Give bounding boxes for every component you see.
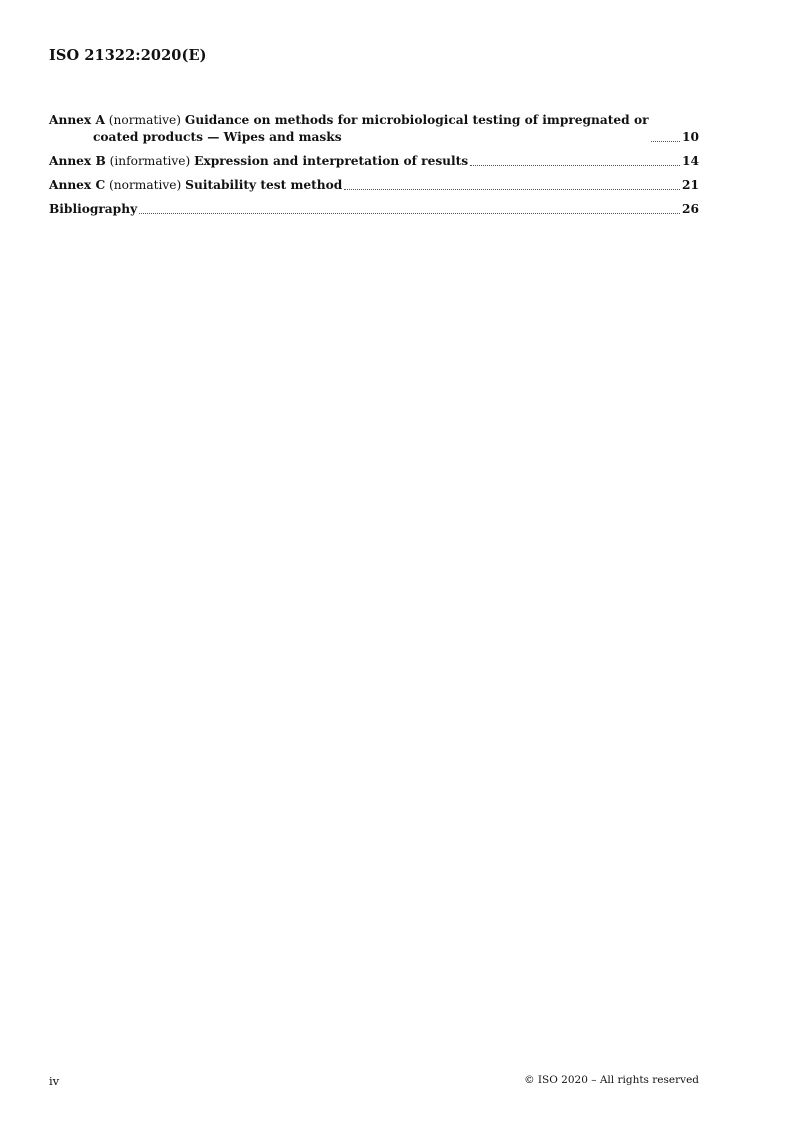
toc-entry-text — [49, 201, 137, 218]
table-of-contents — [49, 112, 699, 225]
annex-title: Expression and interpretation of results — [194, 154, 469, 168]
annex-title-line-2: coated products — Wipes and masks — [93, 130, 342, 144]
annex-title-line-1: Guidance on methods for microbiological testing of impregnated or — [184, 113, 649, 127]
toc-entry-annex-a[interactable] — [49, 112, 699, 146]
dot-leader — [470, 165, 680, 166]
annex-type: (normative) — [109, 178, 182, 192]
bibliography-title: Bibliography — [49, 202, 138, 216]
document-identifier: ISO 21322:2020(E) — [49, 47, 207, 64]
footer-page-number: iv — [49, 1074, 60, 1088]
toc-entry-text — [49, 112, 649, 146]
toc-entry-text — [49, 153, 468, 170]
page-number: 21 — [682, 178, 699, 192]
page-number: 10 — [682, 130, 699, 144]
toc-entry-text — [49, 177, 342, 194]
dot-leader — [344, 189, 680, 190]
annex-title: Suitability test method — [185, 178, 343, 192]
dot-leader — [651, 141, 681, 142]
footer-copyright: © ISO 2020 – All rights reserved — [524, 1074, 699, 1086]
page-number: 14 — [682, 154, 699, 168]
toc-entry-bibliography[interactable] — [49, 201, 699, 218]
annex-label: Annex B — [49, 154, 106, 168]
annex-label: Annex A — [49, 113, 105, 127]
annex-type: (informative) — [109, 154, 191, 168]
toc-entry-annex-b[interactable] — [49, 153, 699, 170]
annex-type: (normative) — [108, 113, 182, 127]
annex-label: Annex C — [49, 178, 106, 192]
dot-leader — [139, 213, 680, 214]
toc-entry-annex-c[interactable] — [49, 177, 699, 194]
page-number: 26 — [682, 202, 699, 216]
